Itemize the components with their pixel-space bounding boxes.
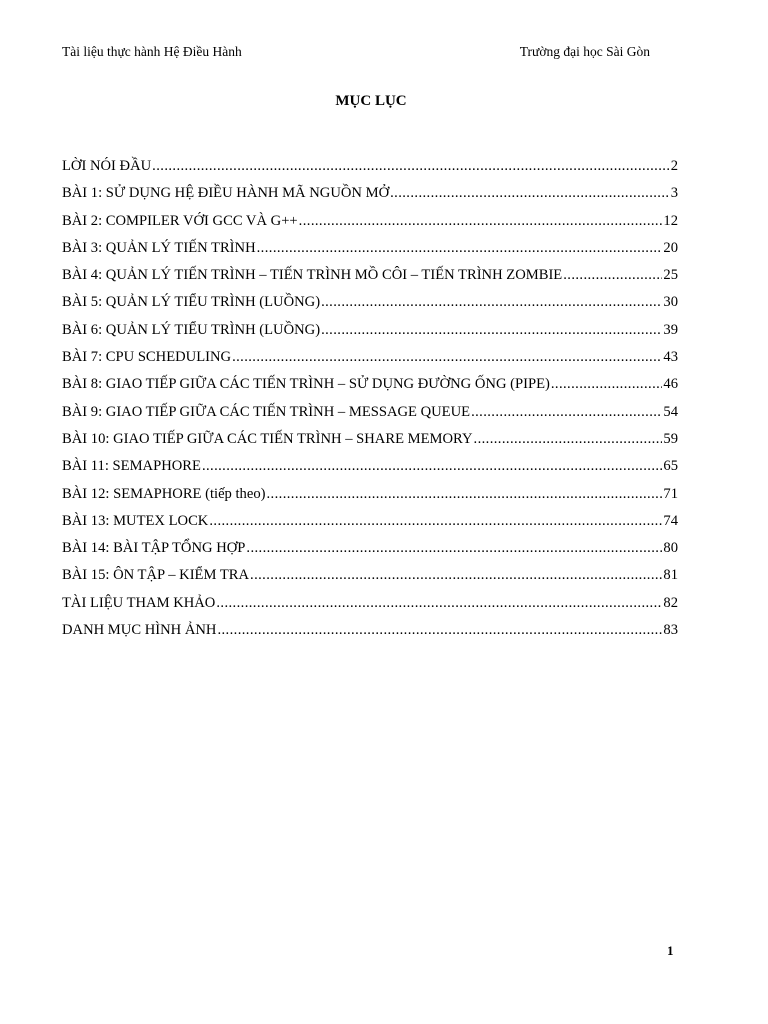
page-title: MỤC LỤC: [335, 93, 407, 109]
toc-entry-label: BÀI 5: QUẢN LÝ TIỂU TRÌNH (LUỒNG): [62, 294, 321, 311]
toc-entry-page: 20: [663, 239, 678, 256]
toc-dot-leader: [202, 455, 662, 477]
toc-entry[interactable]: [62, 592, 678, 619]
toc-entry[interactable]: [62, 155, 678, 182]
toc-entry-page: 65: [663, 458, 678, 475]
toc-entry-page: 82: [663, 594, 678, 611]
toc-dot-leader: [321, 291, 662, 313]
toc-dot-leader: [474, 428, 663, 450]
toc-entry[interactable]: [62, 264, 678, 291]
toc-entry-label: BÀI 9: GIAO TIẾP GIỮA CÁC TIẾN TRÌNH – MESSAGE QUEUE: [62, 403, 471, 420]
toc-entry-label: LỜI NÓI ĐẦU: [62, 158, 152, 174]
toc-entry[interactable]: [62, 455, 678, 482]
toc-entry-page: 74: [663, 512, 678, 529]
toc-dot-leader: [321, 319, 662, 341]
toc-entry-label: BÀI 3: QUẢN LÝ TIẾN TRÌNH: [62, 239, 256, 256]
toc-entry-page: 71: [663, 485, 678, 502]
toc-dot-leader: [246, 537, 662, 559]
toc-entry-page: 3: [670, 185, 678, 202]
toc-entry-label: BÀI 11: SEMAPHORE: [62, 458, 201, 475]
toc-dot-leader: [152, 155, 670, 177]
toc-entry-label: BÀI 1: SỬ DỤNG HỆ ĐIỀU HÀNH MÃ NGUỒN MỞ: [62, 185, 390, 202]
toc-entry[interactable]: [62, 210, 678, 237]
toc-dot-leader: [471, 401, 662, 423]
toc-dot-leader: [217, 619, 662, 641]
toc-entry-label: BÀI 10: GIAO TIẾP GIỮA CÁC TIẾN TRÌNH – SHARE MEMORY: [62, 430, 473, 447]
toc-entry-label: DANH MỤC HÌNH ẢNH: [62, 622, 217, 639]
toc-dot-leader: [563, 264, 662, 286]
toc-entry-page: 30: [663, 294, 678, 311]
toc-entry-page: 12: [663, 212, 678, 229]
toc-dot-leader: [216, 592, 662, 614]
table-of-contents: [62, 155, 678, 646]
toc-entry[interactable]: [62, 182, 678, 209]
page-header: [62, 44, 650, 64]
toc-entry-page: 80: [663, 540, 678, 557]
toc-entry-label: BÀI 4: QUẢN LÝ TIẾN TRÌNH – TIẾN TRÌNH MỒ CÔI – TIẾN TRÌNH ZOMBIE: [62, 267, 563, 284]
toc-entry[interactable]: [62, 291, 678, 318]
toc-entry-label: BÀI 13: MUTEX LOCK: [62, 512, 209, 529]
toc-entry[interactable]: [62, 428, 678, 455]
toc-entry[interactable]: [62, 319, 678, 346]
document-title-header: Tài liệu thực hành Hệ Điều Hành: [62, 44, 242, 59]
toc-dot-leader: [209, 510, 662, 532]
toc-dot-leader: [250, 564, 662, 586]
toc-entry-label: BÀI 6: QUẢN LÝ TIỂU TRÌNH (LUỒNG): [62, 321, 321, 338]
toc-dot-leader: [257, 237, 663, 259]
toc-entry-page: 83: [663, 622, 678, 639]
toc-entry[interactable]: [62, 510, 678, 537]
toc-dot-leader: [232, 346, 662, 368]
toc-entry-label: BÀI 7: CPU SCHEDULING: [62, 349, 232, 366]
toc-dot-leader: [551, 373, 663, 395]
toc-entry-page: 43: [663, 349, 678, 366]
toc-entry[interactable]: [62, 483, 678, 510]
toc-entry-page: 46: [663, 376, 678, 393]
toc-entry-label: BÀI 2: COMPILER VỚI GCC VÀ G++: [62, 212, 298, 229]
toc-entry[interactable]: [62, 564, 678, 591]
toc-entry[interactable]: [62, 537, 678, 564]
toc-entry-label: BÀI 14: BÀI TẬP TỔNG HỢP: [62, 540, 246, 557]
toc-entry-page: 54: [663, 403, 678, 420]
toc-entry[interactable]: [62, 346, 678, 373]
toc-dot-leader: [267, 483, 663, 505]
toc-entry-label: BÀI 12: SEMAPHORE (tiếp theo): [62, 485, 266, 502]
toc-entry-page: 81: [663, 567, 678, 584]
toc-entry-page: 59: [663, 430, 678, 447]
institution-header: Trường đại học Sài Gòn: [519, 44, 650, 59]
page-number: 1: [667, 943, 674, 958]
toc-dot-leader: [390, 182, 670, 204]
toc-entry[interactable]: [62, 401, 678, 428]
toc-entry-page: 39: [663, 321, 678, 338]
toc-entry-label: BÀI 15: ÔN TẬP – KIỂM TRA: [62, 567, 250, 584]
toc-entry[interactable]: [62, 373, 678, 400]
toc-entry-label: BÀI 8: GIAO TIẾP GIỮA CÁC TIẾN TRÌNH – SỬ DỤNG ĐƯỜNG ỐNG (PIPE): [62, 376, 550, 393]
toc-entry-page: 25: [663, 267, 678, 284]
toc-entry[interactable]: [62, 237, 678, 264]
toc-entry[interactable]: [62, 619, 678, 646]
toc-entry-page: 2: [670, 158, 678, 174]
toc-dot-leader: [299, 210, 663, 232]
toc-entry-label: TÀI LIỆU THAM KHẢO: [62, 594, 216, 611]
